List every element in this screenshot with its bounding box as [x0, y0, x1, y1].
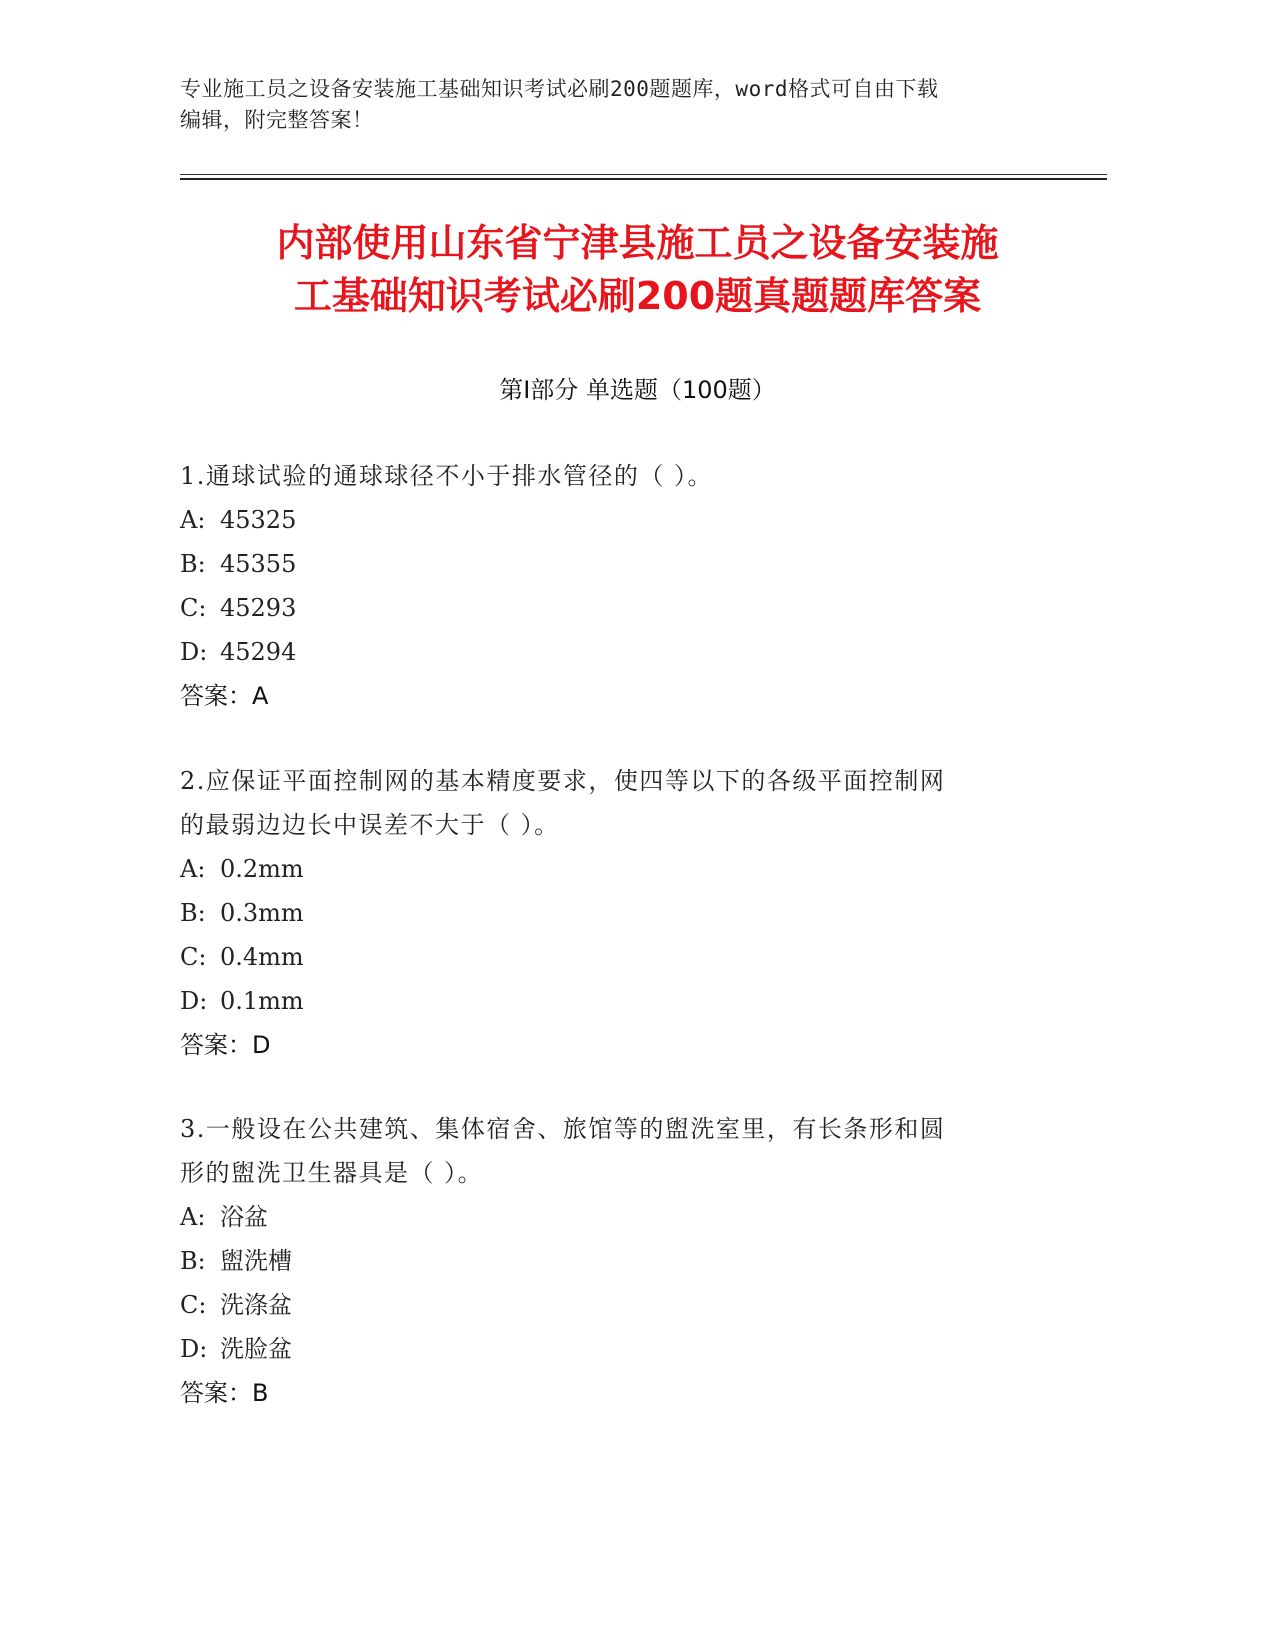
header-divider-thick	[180, 178, 1107, 180]
option-text: 45355	[220, 550, 297, 578]
answer-label: 答案：	[180, 682, 252, 710]
option-letter: A:	[180, 506, 206, 534]
question-3	[180, 1107, 1060, 1415]
option-letter: D:	[180, 1335, 208, 1363]
section-heading: 第Ⅰ部分 单选题（100题）	[499, 376, 776, 404]
answer-value: A	[252, 682, 269, 710]
option-letter: A:	[180, 855, 206, 883]
answer-line	[180, 1023, 1060, 1067]
header-note-line-1: 专业施工员之设备安装施工基础知识考试必刷200题题库，word格式可自由下载	[180, 77, 939, 101]
option-text: 0.3mm	[220, 899, 304, 927]
answer-line	[180, 674, 1060, 718]
option-text: 0.4mm	[220, 943, 304, 971]
option-a	[180, 847, 1060, 891]
option-text: 45293	[220, 594, 297, 622]
option-letter: D:	[180, 987, 208, 1015]
question-text-line: 3.一般设在公共建筑、集体宿舍、旅馆等的盥洗室里，有长条形和圆	[180, 1115, 946, 1143]
option-b	[180, 891, 1060, 935]
option-c	[180, 586, 1060, 630]
option-d	[180, 630, 1060, 674]
question-text-line: 形的盥洗卫生器具是（ ）。	[180, 1159, 484, 1187]
option-b	[180, 542, 1060, 586]
answer-label: 答案：	[180, 1379, 252, 1407]
option-b	[180, 1239, 1060, 1283]
option-c	[180, 935, 1060, 979]
option-a	[180, 498, 1060, 542]
option-text: 45294	[220, 638, 297, 666]
document-title-line-2: 工基础知识考试必刷200题真题题库答案	[293, 274, 982, 318]
answer-value: D	[252, 1031, 271, 1059]
header-divider-thin	[180, 174, 1107, 175]
option-letter: B:	[180, 899, 206, 927]
option-text: 0.1mm	[220, 987, 304, 1015]
option-letter: C:	[180, 594, 207, 622]
option-d	[180, 979, 1060, 1023]
question-text	[180, 1107, 1060, 1195]
option-letter: A:	[180, 1203, 206, 1231]
option-letter: D:	[180, 638, 208, 666]
question-text	[180, 454, 1060, 498]
option-text: 45325	[220, 506, 297, 534]
answer-label: 答案：	[180, 1031, 252, 1059]
option-text: 0.2mm	[220, 855, 304, 883]
document-title-line-1: 内部使用山东省宁津县施工员之设备安装施	[276, 221, 999, 265]
option-letter: C:	[180, 1291, 207, 1319]
answer-value: B	[252, 1379, 269, 1407]
question-1	[180, 454, 1060, 718]
question-2	[180, 759, 1060, 1067]
header-note	[180, 74, 1080, 136]
header-note-line-2: 编辑，附完整答案！	[180, 108, 374, 132]
option-text: 浴盆	[220, 1203, 268, 1231]
option-letter: B:	[180, 550, 206, 578]
question-text	[180, 759, 1060, 847]
option-a	[180, 1195, 1060, 1239]
option-text: 洗涤盆	[220, 1291, 292, 1319]
option-letter: C:	[180, 943, 207, 971]
option-d	[180, 1327, 1060, 1371]
option-text: 盥洗槽	[220, 1247, 292, 1275]
option-letter: B:	[180, 1247, 206, 1275]
question-text-line: 1.通球试验的通球球径不小于排水管径的（ ）。	[180, 462, 714, 490]
document-title	[150, 217, 1125, 323]
answer-line	[180, 1371, 1060, 1415]
option-text: 洗脸盆	[220, 1335, 292, 1363]
question-text-line: 的最弱边边长中误差不大于（ ）。	[180, 811, 560, 839]
option-c	[180, 1283, 1060, 1327]
question-text-line: 2.应保证平面控制网的基本精度要求，使四等以下的各级平面控制网	[180, 767, 946, 795]
